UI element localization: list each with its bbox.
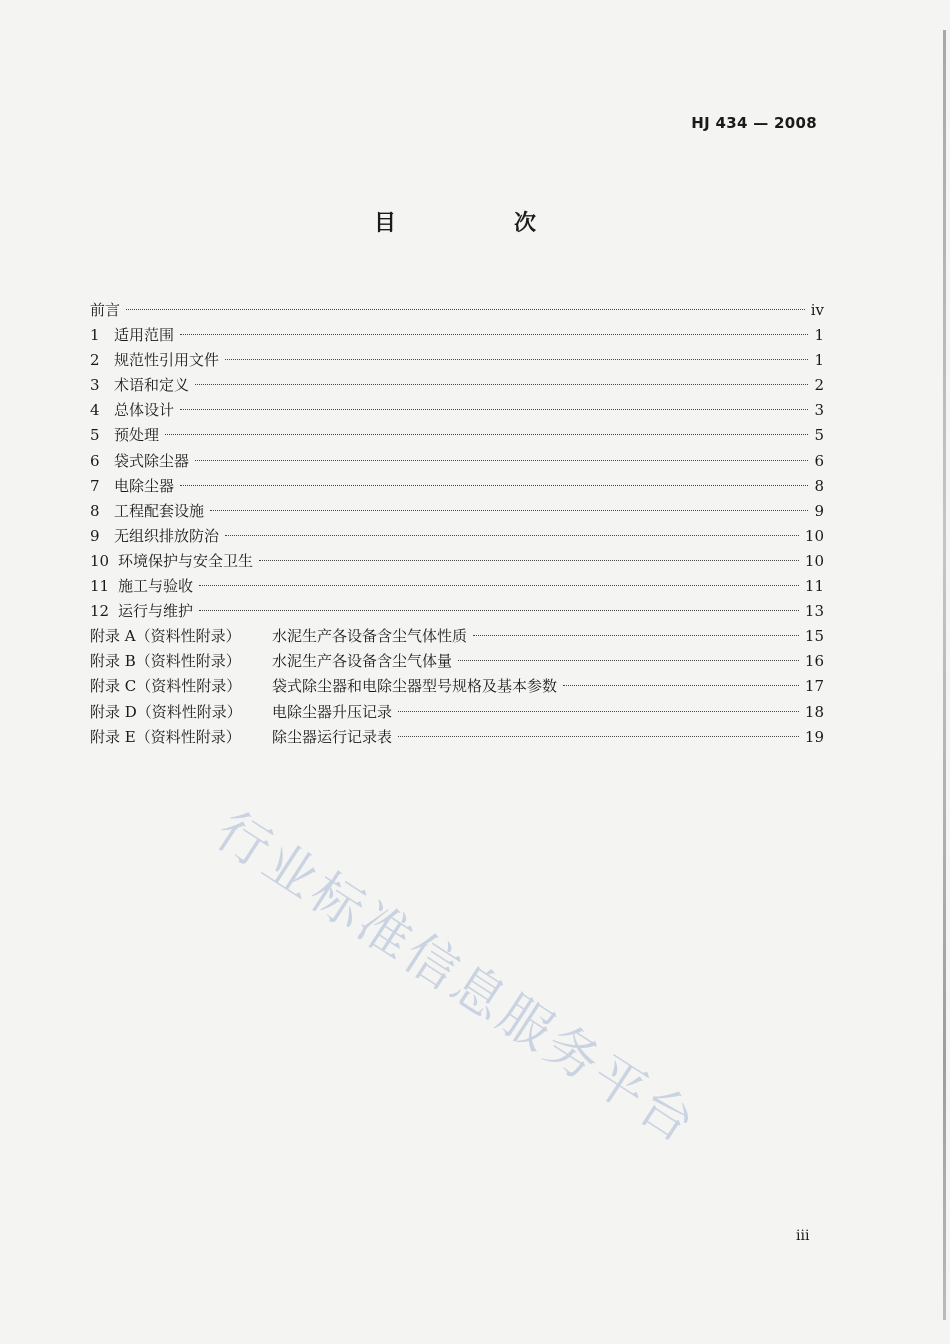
toc-appendix-entry[interactable] [90,674,824,699]
toc-entry[interactable] [90,499,824,524]
toc-leader-dots [180,485,808,486]
toc-entry[interactable] [90,373,824,398]
toc-leader-dots [398,736,799,737]
toc-entry-number: 5 [90,426,100,445]
toc-entry-number: 10 [90,551,110,570]
toc-entry-page: 10 [804,551,824,570]
toc-entry-number: 2 [90,351,100,370]
toc-entry-number: 6 [90,451,100,470]
toc-entry-page: 2 [814,376,824,395]
toc-entry-number: 1 [90,326,100,345]
toc-entry-page: 13 [804,602,824,621]
toc-entry-page: 1 [814,351,824,370]
toc-appendix-entry[interactable] [90,649,824,674]
toc-entry-label: 袋式除尘器 [114,451,190,470]
toc-appendix-page: 17 [804,677,824,696]
toc-entry-number: 11 [90,577,110,596]
toc-entry-label: 适用范围 [114,326,175,345]
toc-leader-dots [225,359,808,360]
toc-entry[interactable] [90,423,824,448]
toc-leader-dots [473,635,799,636]
toc-entry-page: 9 [814,501,824,520]
toc-leader-dots [210,510,808,511]
toc-entry-label: 预处理 [114,426,160,445]
toc-entry-number: 9 [90,526,100,545]
toc-appendix-entry[interactable] [90,725,824,750]
toc-entry-label: 前言 [90,301,121,319]
toc-entry[interactable] [90,524,824,549]
page-number: iii [796,1228,810,1244]
toc-appendix-prefix: 附录 A（资料性附录） [90,627,241,646]
toc-entry-label: 电除尘器 [114,476,175,495]
toc-entry-page: 5 [814,426,824,445]
toc-leader-dots [199,610,799,611]
toc-leader-dots [165,434,808,435]
toc-appendix-prefix: 附录 C（资料性附录） [90,677,242,696]
toc-entry[interactable] [90,348,824,373]
toc-appendix-page: 15 [804,627,824,646]
toc-entry-page: 3 [814,401,824,420]
toc-entry-number: 3 [90,376,100,395]
toc-entry-page: 10 [804,526,824,545]
toc-entry-label: 运行与维护 [118,602,194,621]
toc-entry-label: 无组织排放防治 [114,526,220,545]
scan-edge-line [943,30,946,1320]
toc-appendix-prefix: 附录 B（资料性附录） [90,652,241,671]
toc-entry-page: 8 [814,476,824,495]
toc-entry[interactable] [90,599,824,624]
toc-leader-dots [225,535,799,536]
toc-entry-label: 规范性引用文件 [114,351,220,370]
toc-leader-dots [195,460,808,461]
toc-entry-number: 12 [90,602,110,621]
toc-leader-dots [195,384,808,385]
toc-entry-page: 6 [814,451,824,470]
toc-entry-number: 7 [90,476,100,495]
toc-appendix-entry[interactable] [90,624,824,649]
toc-entry[interactable] [90,449,824,474]
toc-appendix-page: 18 [804,702,824,721]
watermark: 行业标准信息服务平台 [205,800,708,1157]
table-of-contents [90,298,824,750]
toc-appendix-page: 19 [804,727,824,746]
toc-entry-page: iv [810,301,824,319]
toc-entry[interactable] [90,574,824,599]
toc-appendix-prefix: 附录 E（资料性附录） [90,727,241,746]
toc-leader-dots [199,585,799,586]
toc-leader-dots [458,660,799,661]
toc-entry-page: 11 [804,577,824,596]
toc-appendix-page: 16 [804,652,824,671]
toc-entry-label: 施工与验收 [118,577,194,596]
toc-entry[interactable] [90,549,824,574]
toc-leader-dots [180,334,808,335]
toc-entry-foreword[interactable] [90,298,824,323]
standard-code: HJ 434 — 2008 [691,114,817,132]
toc-appendix-entry[interactable] [90,700,824,725]
toc-entry[interactable] [90,398,824,423]
toc-entry[interactable] [90,474,824,499]
toc-entry-label: 环境保护与安全卫生 [118,551,254,570]
toc-entry-number: 4 [90,401,100,420]
toc-entry-label: 工程配套设施 [114,501,205,520]
toc-leader-dots [126,309,805,310]
toc-appendix-prefix: 附录 D（资料性附录） [90,702,242,721]
toc-entry-page: 1 [814,326,824,345]
toc-appendix-label: 袋式除尘器和电除尘器型号规格及基本参数 [272,677,558,696]
toc-entry-number: 8 [90,501,100,520]
toc-leader-dots [398,711,799,712]
toc-appendix-label: 水泥生产各设备含尘气体量 [272,652,453,671]
toc-leader-dots [563,685,799,686]
toc-appendix-label: 除尘器运行记录表 [272,727,393,746]
toc-leader-dots [180,409,808,410]
toc-entry-label: 总体设计 [114,401,175,420]
toc-appendix-label: 电除尘器升压记录 [272,702,393,721]
toc-appendix-label: 水泥生产各设备含尘气体性质 [272,627,468,646]
toc-entry[interactable] [90,323,824,348]
toc-leader-dots [259,560,799,561]
toc-entry-label: 术语和定义 [114,376,190,395]
page-title: 目 次 [373,211,584,236]
